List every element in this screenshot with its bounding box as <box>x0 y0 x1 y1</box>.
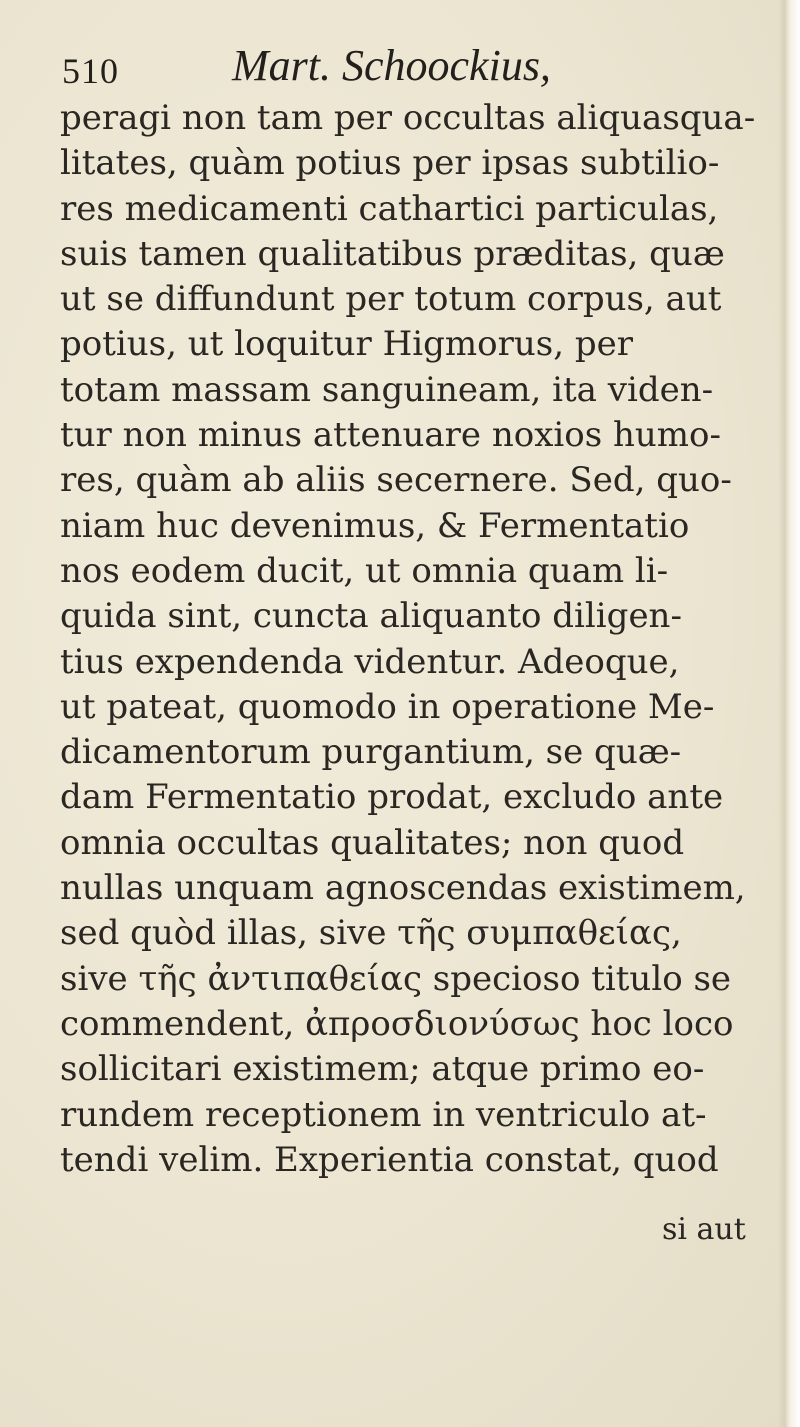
text-line: ut se diffundunt per totum corpus, aut <box>60 279 722 320</box>
text-line: tur non minus attenuare noxios humo- <box>60 415 721 456</box>
catchword: si aut <box>662 1212 746 1247</box>
text-line: ut pateat, quomodo in operatione Me- <box>60 686 715 727</box>
text-line: tendi velim. Experientia constat, quod <box>60 1139 719 1180</box>
text-line: totam massam sanguineam, ita viden- <box>60 369 714 410</box>
text-line: suis tamen qualitatibus præditas, quæ <box>60 233 725 274</box>
text-line: sive τῆς ἀντιπαθείας specioso titulo se <box>60 958 732 999</box>
text-line: potius, ut loquitur Higmorus, per <box>60 324 633 365</box>
running-head: Mart. Schoockius, <box>232 41 551 90</box>
text-line: litates, quàm potius per ipsas subtilio- <box>60 143 720 184</box>
text-line: sed quòd illas, sive τῆς συμπαθείας, <box>60 913 682 954</box>
page-number: 510 <box>62 51 119 91</box>
body-text <box>60 96 780 1183</box>
text-line: quida sint, cuncta aliquanto diligen- <box>60 596 682 637</box>
page-edge-shadow <box>778 0 800 1427</box>
text-line: omnia occultas qualitates; non quod <box>60 822 685 863</box>
text-line: peragi non tam per occultas aliquasqua- <box>60 98 756 138</box>
text-line: sollicitari existimem; atque primo eo- <box>60 1049 705 1090</box>
text-line: tius expendenda videntur. Adeoque, <box>60 641 680 682</box>
text-line: nos eodem ducit, ut omnia quam li- <box>60 550 669 591</box>
text-line: dicamentorum purgantium, se quæ- <box>60 732 682 773</box>
text-line: dam Fermentatio prodat, excludo ante <box>60 777 724 818</box>
text-line: res medicamenti cathartici particulas, <box>60 188 719 229</box>
text-line: res, quàm ab aliis secernere. Sed, quo- <box>60 460 732 501</box>
page-header <box>62 38 762 94</box>
text-line: nullas unquam agnoscendas existimem, <box>60 868 746 909</box>
text-line: rundem receptionem in ventriculo at- <box>60 1094 707 1135</box>
text-line: niam huc devenimus, & Fermentatio <box>60 505 690 546</box>
text-line: commendent, ἀπροσδιονύσως hoc loco <box>60 1003 734 1044</box>
